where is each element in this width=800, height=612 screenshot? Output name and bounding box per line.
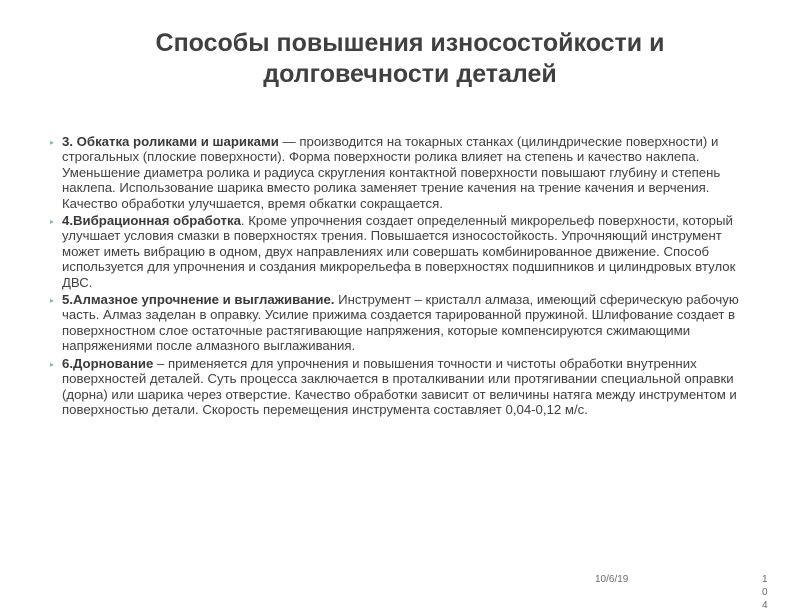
bullet-text: – применяется для упрочнения и повышения точности и чистоты обработки внутренних поверхностей деталей. Суть процесса заключается в проталкивании или протягивании специальной оправки (дорна) или шарика через отверстие. Качество обработки зависит от величины натяга между инструментом и поверхностью детали. Скорость перемещения инструмента составляет 0,04-0,12 м/с. — [62, 355, 737, 417]
bullet-heading: 5.Алмазное упрочнение и выглаживание. — [62, 292, 335, 308]
bullet-text: . Кроме упрочнения создает определенный микрорельеф поверхности, который улучшает условия смазки в поверхностях трения. Повышается износостойкость. Упрочняющий инструмент может иметь вибрацию в одном, двух направлениях или совершать комбинированное движение. Способ используется для упрочнения и создания микрорельефа в поверхностях подшипников и цилиндровых втулок ДВС. — [62, 213, 736, 290]
bullet-text: Инструмент – кристалл алмаза, имеющий сферическую рабочую часть. Алмаз заделан в оправку. Усилие прижима создается тарированной пружиной. Шлифование создает в поверхностном слое остаточные растягивающие напряжения, которые компенсируются сжимающими напряжениями после алмазного выглаживания. — [62, 292, 739, 354]
bullet-arrow-icon: ▸ — [50, 359, 55, 369]
bullet-item — [50, 292, 750, 354]
bullet-heading: 6.Дорнование — [62, 355, 154, 371]
bullet-item — [50, 134, 750, 211]
slide-number: 104 — [762, 574, 768, 611]
footer-date: 10/6/19 — [595, 574, 629, 585]
bullet-item — [50, 213, 750, 290]
bullet-heading: 4.Вибрационная обработка — [62, 213, 241, 229]
bullet-heading: 3. Обкатка роликами и шариками — [62, 134, 279, 149]
slide-title: Способы повышения износостойкости и долговечности деталей — [155, 29, 665, 88]
bullet-arrow-icon: ▸ — [50, 217, 55, 227]
bullet-item — [50, 356, 750, 418]
bullet-list — [50, 134, 750, 419]
bullet-arrow-icon: ▸ — [50, 138, 55, 147]
bullet-text: — производится на токарных станках (цилиндрические поверхности) и строгальных (плоские поверхности). Форма поверхности ролика влияет на степень и качество наклепа. Уменьшение диаметра ролика и радиуса скругления контактной поверхности повышают глубину и степень наклепа. Использование шарика вместо ролика заменяет трение качения на трение качения и верчения. Качество обработки улучшается, время обкатки сокращается. — [62, 134, 721, 211]
bullet-arrow-icon: ▸ — [50, 296, 55, 306]
